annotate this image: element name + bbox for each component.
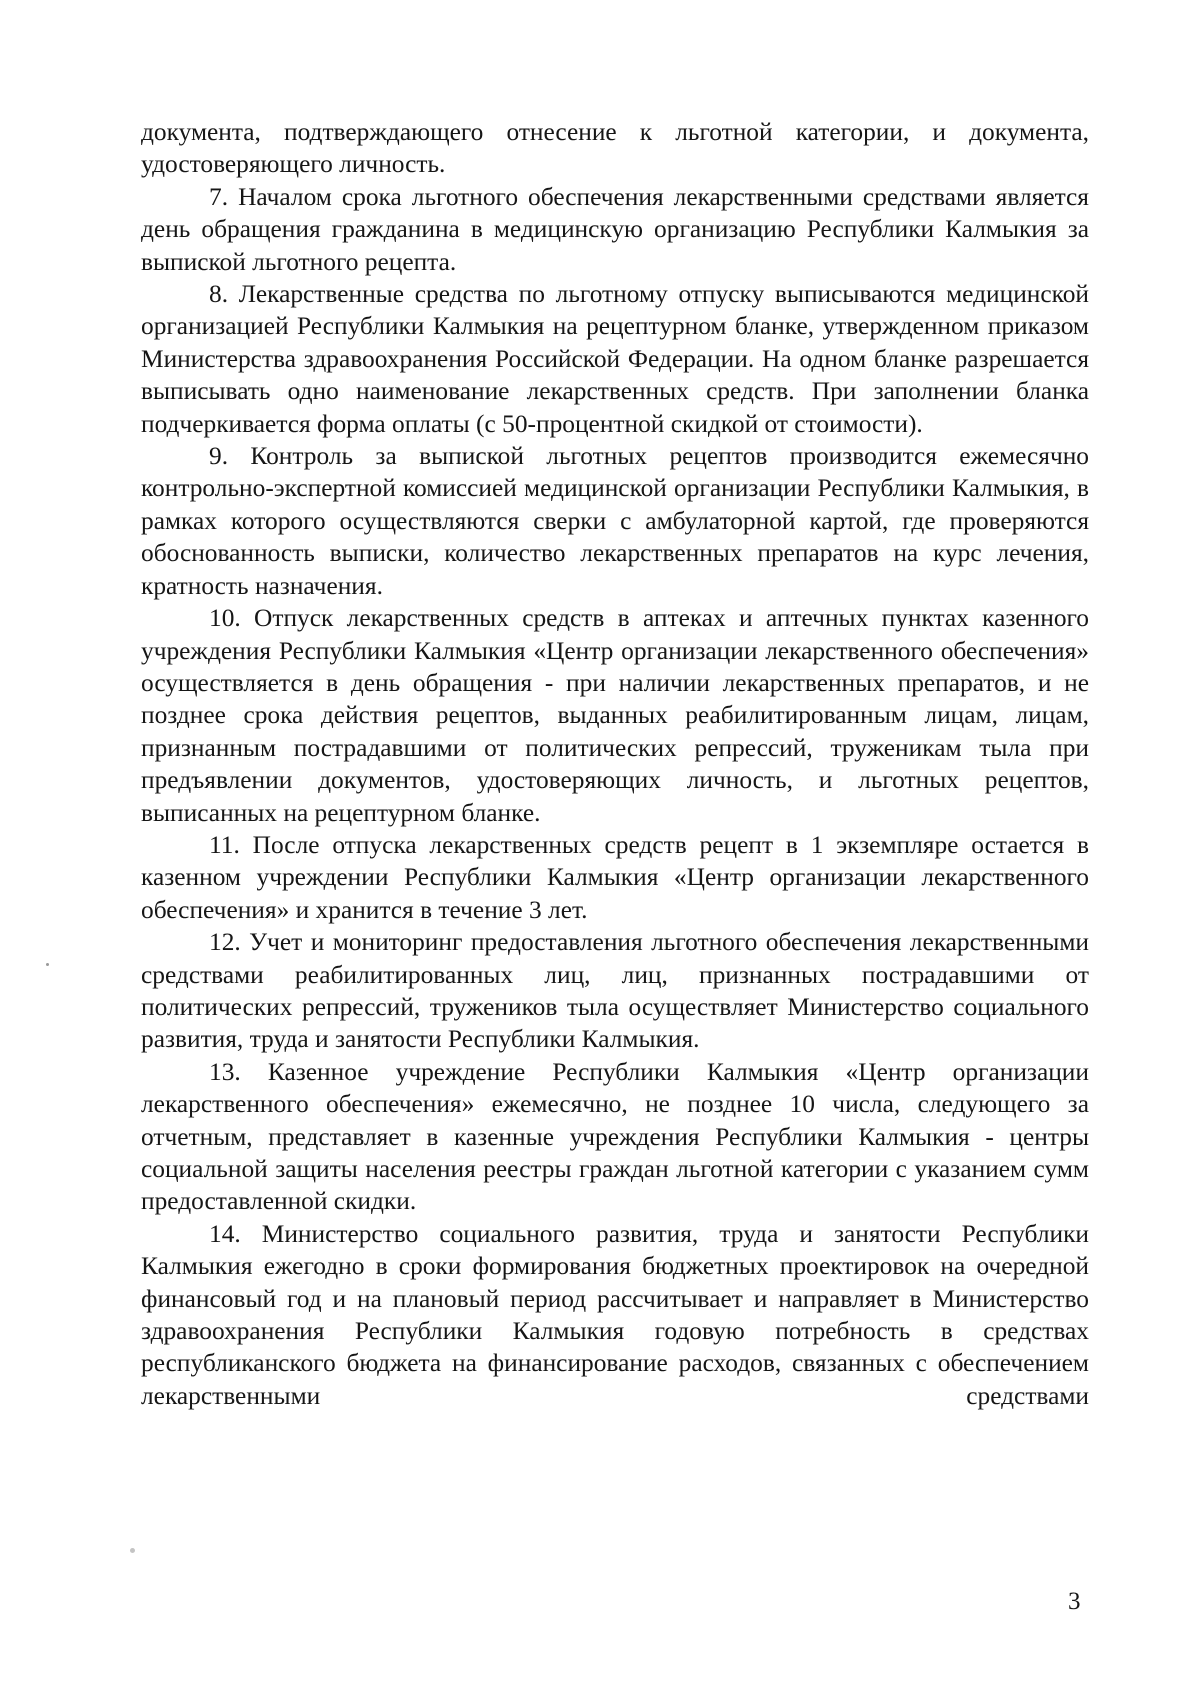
paragraph-8: 8. Лекарственные средства по льготному отпуску выписываются медицинской организацией Республики Калмыкия на рецептурном бланке, утвержденном приказом Министерства здравоохранения Российской Федерации. На одном бланке разрешается выписывать одно наименование лекарственных средств. При заполнении бланка подчеркивается форма оплаты (с 50-процентной скидкой от стоимости).	[141, 280, 1089, 438]
paragraph-13: 13. Казенное учреждение Республики Калмыкия «Центр организации лекарственного обеспечения» ежемесячно, не позднее 10 числа, следующего за отчетным, представляет в казенные учреждения Республики Калмыкия - центры социальной защиты населения реестры граждан льготной категории с указанием сумм предоставленной скидки.	[141, 1057, 1089, 1216]
paragraph-7: 7. Началом срока льготного обеспечения лекарственными средствами является день обращения гражданина в медицинскую организацию Республики Калмыкия за выпиской льготного рецепта.	[141, 182, 1089, 276]
document-body	[141, 116, 1089, 1412]
scan-speck	[46, 963, 49, 966]
scan-speck	[130, 1548, 135, 1553]
paragraph-continuation: документа, подтверждающего отнесение к льготной категории, и документа, удостоверяющего личность.	[141, 118, 1089, 179]
paragraph-12: 12. Учет и мониторинг предоставления льготного обеспечения лекарственными средствами реабилитированных лиц, лиц, признанных пострадавшими от политических репрессий, тружеников тыла осуществляет Министерство социального развития, труда и занятости Республики Калмыкия.	[141, 928, 1089, 1054]
paragraph-11: 11. После отпуска лекарственных средств рецепт в 1 экземпляре остается в казенном учреждении Республики Калмыкия «Центр организации лекарственного обеспечения» и хранится в течение 3 лет.	[141, 830, 1089, 924]
page-number: 3	[1068, 1588, 1081, 1615]
paragraph-10: 10. Отпуск лекарственных средств в аптеках и аптечных пунктах казенного учреждения Республики Калмыкия «Центр организации лекарственного обеспечения» осуществляется в день обращения - при наличии лекарственных препаратов, и не позднее срока действия рецептов, выданных реабилитированным лицам, лицам, признанным пострадавшими от политических репрессий, труженикам тыла при предъявлении документов, удостоверяющих личность, и льготных рецептов, выписанных на рецептурном бланке.	[141, 604, 1089, 827]
paragraph-9: 9. Контроль за выпиской льготных рецептов производится ежемесячно контрольно-экспертной комиссией медицинской организации Республики Калмыкия, в рамках которого осуществляются сверки с амбулаторной картой, где проверяются обоснованность выписки, количество лекарственных препаратов на курс лечения, кратность назначения.	[141, 442, 1089, 600]
paragraph-14: 14. Министерство социального развития, труда и занятости Республики Калмыкия ежегодно в сроки формирования бюджетных проектировок на очередной финансовый год и на плановый период рассчитывает и направляет в Министерство здравоохранения Республики Калмыкия годовую потребность в средствах республиканского бюджета на финансирование расходов, связанных с обеспечением лекарственными средствами	[141, 1219, 1089, 1410]
